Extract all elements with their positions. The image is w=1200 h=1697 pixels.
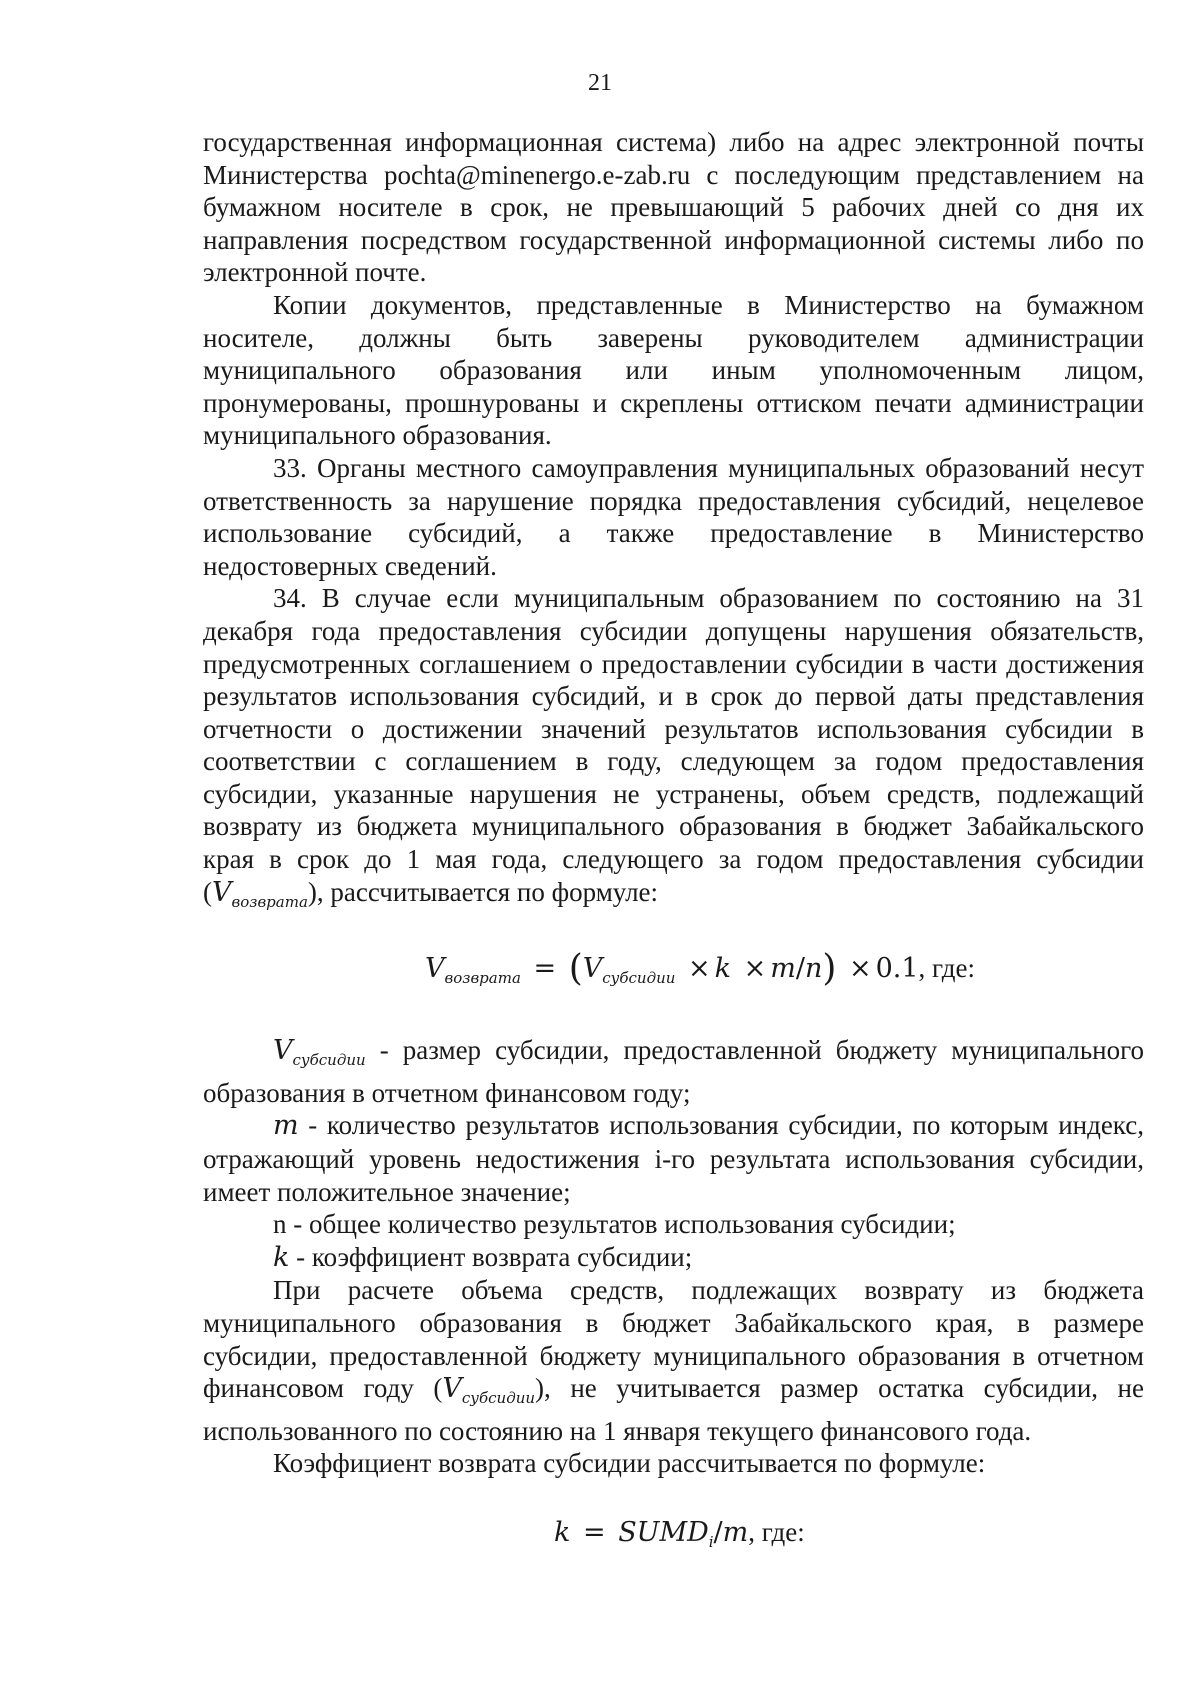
v-return-symbol: $V_{возврата}$ — [212, 876, 308, 911]
v-subsidy-symbol: $V_{субсидии}$ — [273, 1035, 366, 1070]
paragraph-item-34 — [203, 582, 1144, 918]
v-subsidy-symbol-inline: $V_{субсидии}$ — [442, 1373, 536, 1408]
definition-k: k - коэффициент возврата субсидии; — [273, 1241, 693, 1273]
paragraph-item-33: 33. Органы местного самоуправления муниципальных образований несут ответственность за нарушение порядка предоставления субсидий, нецелевое использование субсидий, а также предоставление в Министерство недостоверных сведений. — [203, 452, 1144, 581]
definition-v-subsidy: $V_{субсидии}$ - размер субсидии, предоставленной бюджету муниципального образования в отчетном финансовом году; — [203, 1035, 1144, 1108]
paragraph-coefficient-intro: Коэффициент возврата субсидии рассчитывается по формуле: — [273, 1448, 986, 1479]
paragraph-item-34-text: 34. В случае если муниципальным образованием по состоянию на 31 декабря года предоставления субсидии допущены нарушения обязательств, предусмотренных соглашением о предоставлении субсидии в части достижения результатов использования субсидий, и в срок до первой даты представления отчетности о достижении значений результатов использования субсидии в соответствии с соглашением в году, следующем за годом предоставления субсидии, указанные нарушения не устранены, объем средств, подлежащий возврату из бюджета муниципального образования в бюджет Забайкальского края в срок до 1 мая года, следующего за годом предоставления субсидии ( — [203, 583, 1144, 907]
document-body — [203, 126, 1144, 1564]
paragraph-email-submission: государственная информационная система) либо на адрес электронной почты Министерства pochta@minenergo.e-zab.ru с последующим представлением на бумажном носителе в срок, не превышающий 5 рабочих дней со дня их направления посредством государственной информационной системы либо по электронной почте. — [203, 127, 1144, 288]
paragraph-item-34-tail: ), рассчитывается по формуле: — [307, 876, 659, 907]
formula-coefficient: $k = SUMD_i/m$, где: — [554, 1516, 805, 1551]
definition-m: m - количество результатов использования субсидии, по которым индекс, отражающий уровень недостижения i-го результата использования субсидии, имеет положительное значение; — [203, 1110, 1144, 1207]
definition-n: n - общее количество результатов использования субсидии; — [273, 1209, 956, 1240]
paragraph-document-copies: Копии документов, представленные в Министерство на бумажном носителе, должны быть заверены руководителем администрации муниципального образования или иным уполномоченным лицом, пронумерованы, прошнурованы и скреплены оттиском печати администрации муниципального образования. — [203, 289, 1144, 451]
page-number: 21 — [588, 70, 612, 96]
k-symbol: k — [273, 1241, 290, 1273]
paragraph-remainder-note: При расчете объема средств, подлежащих возврату из бюджета муниципального образования в бюджет Забайкальского края, в размере субсидии, предоставленной бюджету муниципального образования в отчетном финансовом году $(V_{субсидии})$, не учитывается размер остатка субсидии, не использованного по состоянию на 1 января текущего финансового года. — [203, 1275, 1144, 1446]
m-symbol: m — [273, 1110, 299, 1142]
formula-return-volume: $V_{возврата} = (V_{субсидии} \times k \times m/n) \times 0.1$, где: — [425, 948, 975, 990]
